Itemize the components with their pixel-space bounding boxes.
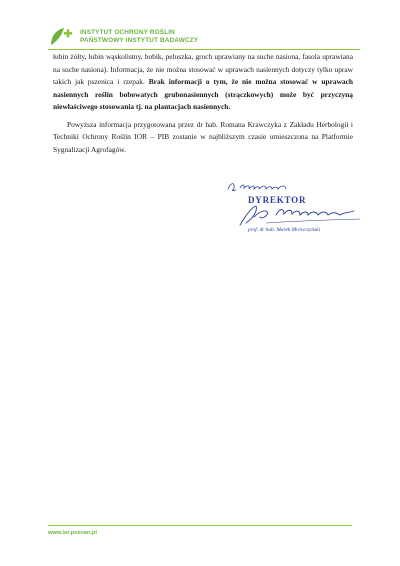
letter-body [53,51,353,156]
handwritten-note-icon [226,179,296,193]
org-name-line2: PAŃSTWOWY INSTYTUT BADAWCZY [80,37,199,44]
signature-block [226,177,376,237]
director-stamp-label: DYREKTOR [248,195,307,205]
paragraph-2: Powyższa informacja przygotowana przez dr hab. Romana Krawczyka z Zakładu Herbologii i Techniki Ochrony Roślin IOR – PIB zostanie w najbliższym czasie umieszczona na Platformie Sygnalizacji Agrofagów. [53,119,353,154]
footer-divider [48,525,352,526]
footer-website-link[interactable]: www.ior.poznan.pl [48,530,97,536]
p1-line2: uprawiana na suche nasiona). Informacja, że nie można stosować w uprawach nasiennych [53,52,353,74]
signatory-name: prof. dr hab. Marek Mrówczyński [248,227,321,233]
p1-line3: dotyczy tylko upraw takich jak pszenica i rzepak. [53,64,354,86]
green-leaf-cross-logo-icon [48,24,74,50]
header-divider [48,49,360,50]
letterhead [48,24,368,50]
handwritten-signature-icon [236,203,366,227]
p1-bold-warning: Brak informacji o tym, że nie można stosować w uprawach nasiennych roślin bobowatych grubonasiennych (strączkowych) może być przyczyną niewłaściwego stosowania tj. na plantacjach nasiennych. [53,77,353,111]
paragraph-1 [53,51,353,114]
p1-line1: łubin żółty, łubin wąskolistny, bobik, peluszka, groch uprawiany na suche nasiona, fasola [53,52,321,61]
org-name-line1: INSTYTUT OCHRONY ROŚLIN [80,29,175,36]
